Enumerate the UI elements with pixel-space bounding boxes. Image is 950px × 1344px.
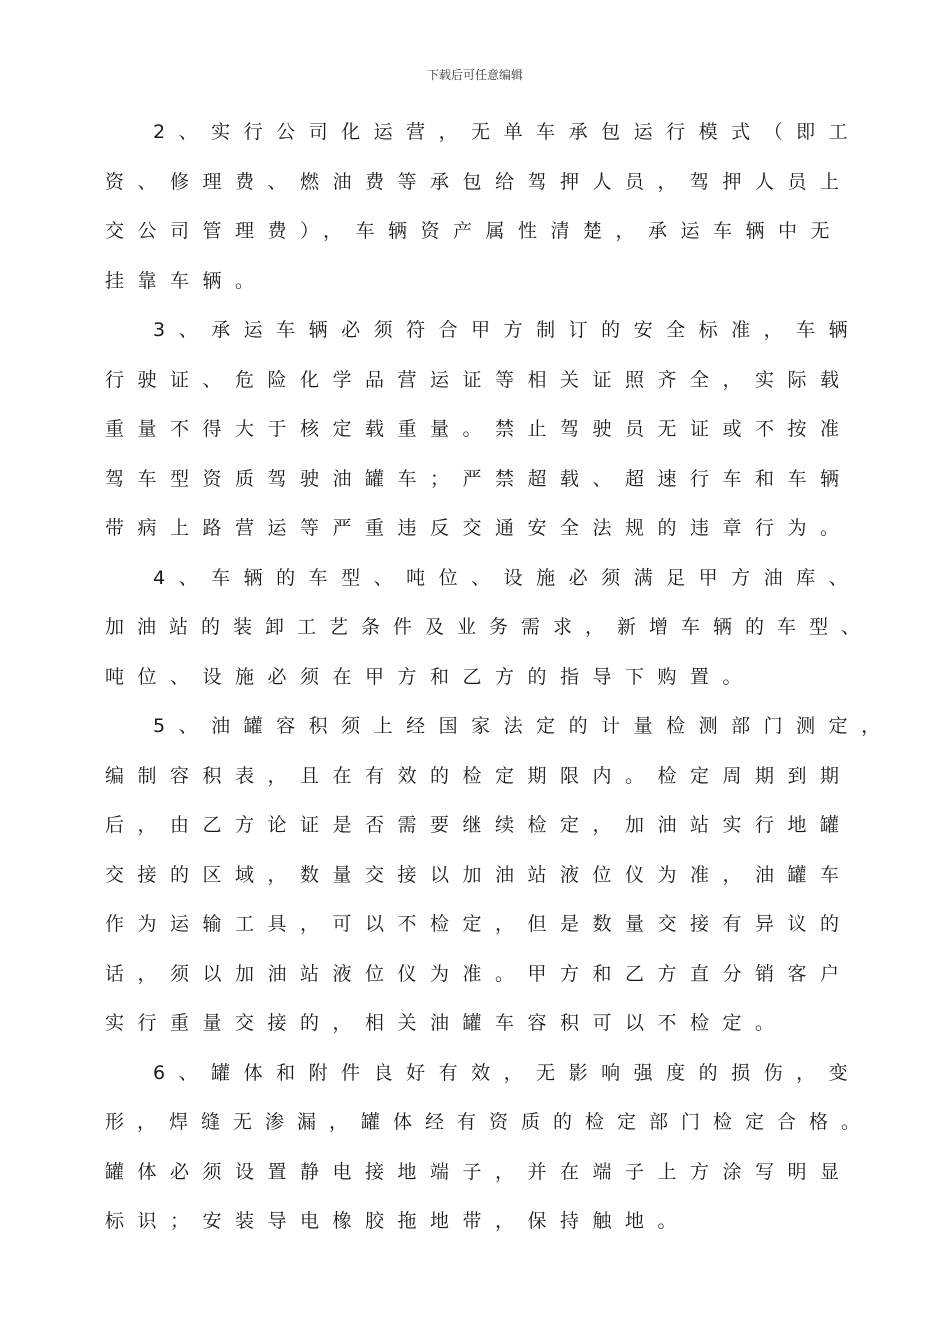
paragraph-line: 编制容积表，且在有效的检定期限内。检定周期到期 xyxy=(105,764,853,787)
page-header: 下载后可任意编辑 xyxy=(426,68,523,82)
paragraph-line: 形，焊缝无渗漏，罐体经有资质的检定部门检定合格。 xyxy=(105,1111,874,1133)
paragraph-line: 作为运输工具，可以不检定，但是数量交接有异议的 xyxy=(105,913,853,935)
paragraph-line: 实行重量交接的，相关油罐车容积可以不检定。 xyxy=(105,1012,788,1034)
paragraph-line: 后，由乙方论证是否需要继续检定，加油站实行地罐 xyxy=(105,814,853,836)
paragraph-line: 资、修理费、燃油费等承包给驾押人员，驾押人员上 xyxy=(105,170,853,193)
paragraph-line: 3、承运车辆必须符合甲方制订的安全标准，车辆 xyxy=(153,319,862,341)
paragraph-line: 挂靠车辆。 xyxy=(105,269,268,292)
paragraph-line: 行驶证、危险化学品营运证等相关证照齐全，实际载 xyxy=(105,368,853,391)
paragraph-line: 交公司管理费），车辆资产属性清楚，承运车辆中无 xyxy=(105,220,844,242)
document-body xyxy=(105,108,894,1247)
paragraph-line: 驾车型资质驾驶油罐车；严禁超载、超速行车和车辆 xyxy=(105,467,853,490)
paragraph-line: 带病上路营运等严重违反交通安全法规的违章行为。 xyxy=(105,517,853,539)
paragraph-line: 重量不得大于核定载重量。禁止驾驶员无证或不按准 xyxy=(105,418,853,440)
paragraph-line: 2、实行公司化运营，无单车承包运行模式（即工 xyxy=(153,121,862,143)
paragraph-line: 话，须以加油站液位仪为准。甲方和乙方直分销客户 xyxy=(105,962,853,985)
paragraph-line: 交接的区域，数量交接以加油站液位仪为准，油罐车 xyxy=(105,863,853,886)
paragraph-line: 5、油罐容积须上经国家法定的计量检测部门测定， xyxy=(153,715,894,737)
paragraph-line: 加油站的装卸工艺条件及业务需求，新增车辆的车型、 xyxy=(105,616,874,638)
paragraph-line: 罐体必须设置静电接地端子，并在端子上方涂写明显 xyxy=(105,1160,853,1183)
paragraph-line: 吨位、设施必须在甲方和乙方的指导下购置。 xyxy=(105,665,756,688)
paragraph-line: 标识；安装导电橡胶拖地带，保持触地。 xyxy=(105,1210,691,1232)
paragraph-line: 6、罐体和附件良好有效，无影响强度的损伤，变 xyxy=(153,1061,862,1084)
paragraph-line: 4、车辆的车型、吨位、设施必须满足甲方油库、 xyxy=(153,566,862,589)
